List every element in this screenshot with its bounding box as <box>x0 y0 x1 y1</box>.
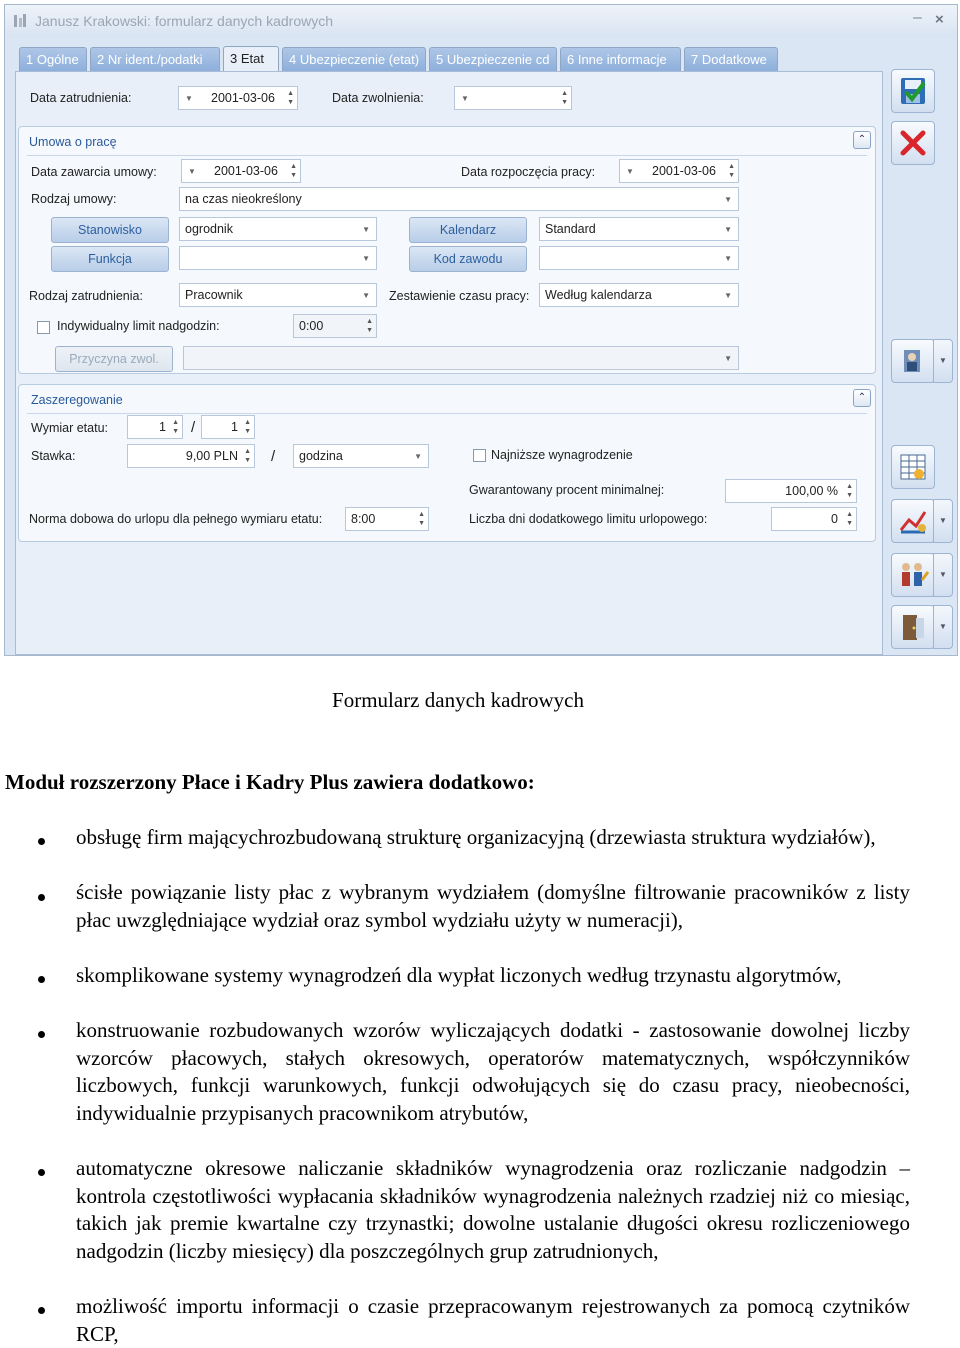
norma-dobowa-label: Norma dobowa do urlopu dla pełnego wymiaru etatu: <box>29 512 323 526</box>
data-zawarcia-label: Data zawarcia umowy: <box>31 165 157 179</box>
close-window-button[interactable]: × <box>935 11 944 28</box>
save-icon <box>892 70 934 112</box>
funkcja-button[interactable]: Funkcja <box>51 246 169 272</box>
table-grid-icon <box>892 446 934 488</box>
group-divider <box>27 155 867 156</box>
list-item: skomplikowane systemy wynagrodzeń dla wypłat liczonych według trzynastu algorytmów, <box>76 963 842 987</box>
limit-nadgodzin-field[interactable]: 0:00 ▲ ▼ <box>293 314 377 338</box>
indywidualny-limit-label: Indywidualny limit nadgodzin: <box>57 319 220 333</box>
najnizsze-wynagrodzenie-label: Najniższe wynagrodzenie <box>491 448 633 462</box>
najnizsze-wynagrodzenie-checkbox[interactable] <box>473 449 486 462</box>
door-exit-dropdown[interactable]: ▼ <box>933 605 953 649</box>
bullet-marker <box>38 1169 45 1176</box>
stawka-separator: / <box>271 448 276 465</box>
stawka-jednostka-select[interactable]: godzina ▼ <box>293 444 429 468</box>
rodzaj-zatrudnienia-label: Rodzaj zatrudnienia: <box>29 289 143 303</box>
zaszeregowanie-group <box>18 384 876 542</box>
tab-ogolne[interactable]: 1 Ogólne <box>19 47 87 71</box>
tab-etat[interactable]: 3 Etat <box>223 46 279 72</box>
minimize-button[interactable]: – <box>913 9 922 26</box>
table-button[interactable] <box>891 445 935 489</box>
bullet-marker <box>38 838 45 845</box>
stawka-label: Stawka: <box>31 449 76 463</box>
tab-inne-informacje[interactable]: 6 Inne informacje <box>560 47 681 71</box>
gwarantowany-procent-field[interactable]: 100,00 % ▲ ▼ <box>725 479 857 503</box>
bullet-marker <box>38 1307 45 1314</box>
norma-dobowa-field[interactable]: 8:00 ▲ ▼ <box>345 507 429 531</box>
indywidualny-limit-checkbox[interactable] <box>37 321 50 334</box>
people-icon <box>892 554 934 596</box>
rodzaj-umowy-select[interactable]: na czas nieokreślony ▼ <box>179 187 739 211</box>
bullet-marker <box>38 894 45 901</box>
zaszeregowanie-title: Zaszeregowanie <box>31 393 123 407</box>
gwarantowany-procent-label: Gwarantowany procent minimalnej: <box>469 483 665 497</box>
list-item: obsługę firm mającychrozbudowaną strukturę organizacyjną (drzewiasta struktura wydziałów), <box>76 825 876 849</box>
window-title: Janusz Krakowski: formularz danych kadrowych <box>35 13 334 29</box>
data-zawarcia-field[interactable]: ▼ 2001-03-06 ▲ ▼ <box>181 159 301 183</box>
door-icon <box>892 606 934 648</box>
data-rozpoczecia-label: Data rozpoczęcia pracy: <box>461 165 596 179</box>
tab-ubezpieczenie-etat[interactable]: 4 Ubezpieczenie (etat) <box>282 47 426 71</box>
chart-icon <box>892 500 934 542</box>
form-window <box>4 4 958 656</box>
bullet-marker <box>38 976 45 983</box>
przyczyna-zwolnienia-select[interactable]: ▼ <box>183 346 739 370</box>
data-zatrudnienia-field[interactable]: ▼ 2001-03-06 ▲ ▼ <box>178 86 298 110</box>
funkcja-select[interactable]: ▼ <box>179 246 377 270</box>
save-button[interactable] <box>891 69 935 113</box>
chart-button[interactable] <box>891 499 935 543</box>
data-zwolnienia-label: Data zwolnienia: <box>332 91 424 105</box>
cancel-x-icon <box>892 122 934 164</box>
stawka-field[interactable]: 9,00 PLN ▲ ▼ <box>127 444 255 468</box>
figure-caption: Formularz danych kadrowych <box>332 688 584 712</box>
kod-zawodu-select[interactable]: ▼ <box>539 246 739 270</box>
wymiar-separator: / <box>191 419 196 436</box>
tab-dodatkowe[interactable]: 7 Dodatkowe <box>684 47 778 71</box>
kalendarz-select[interactable]: Standard ▼ <box>539 217 739 241</box>
wymiar-licznik-field[interactable]: 1 ▲ ▼ <box>127 415 183 439</box>
tab-ubezpieczenie-cd[interactable]: 5 Ubezpieczenie cd <box>429 47 557 71</box>
collapse-umowa-button[interactable]: ⌃ <box>853 131 871 149</box>
employee-card-button[interactable] <box>891 339 935 383</box>
list-item: ścisłe powiązanie listy płac z wybranym wydziałem (domyślne filtrowanie pracowników z listy płac uwzględniające wydział oraz symbol wydziału użyty w numeracji), <box>76 880 910 932</box>
data-zatrudnienia-label: Data zatrudnienia: <box>30 91 132 105</box>
list-item: automatyczne okresowe naliczanie składników wynagrodzenia oraz rozliczanie nadgodzin – kontrola częstotliwości wypłacania składników wynagrodzenia należnych rzadziej niż co miesiąc, takich jak premie kwartalne czy trzynastki; dowolne ustalanie długości okresu rozliczeniowego nadgodzin (liczby miesięcy) dla poszczególnych grup zatrudnionych, <box>76 1156 910 1263</box>
collapse-zaszeregowanie-button[interactable]: ⌃ <box>853 389 871 407</box>
group-divider <box>27 413 867 414</box>
wymiar-mianownik-field[interactable]: 1 ▲ ▼ <box>201 415 255 439</box>
people-dropdown[interactable]: ▼ <box>933 553 953 597</box>
kod-zawodu-button[interactable]: Kod zawodu <box>409 246 527 272</box>
list-item: możliwość importu informacji o czasie przepracowanym rejestrowanych za pomocą czytników RCP, <box>76 1294 910 1346</box>
przyczyna-zwolnienia-button[interactable]: Przyczyna zwol. <box>55 346 173 372</box>
zestawienie-czasu-label: Zestawienie czasu pracy: <box>389 289 530 303</box>
umowa-o-prace-group <box>18 126 876 374</box>
etat-tab-panel <box>15 71 883 655</box>
cancel-button[interactable] <box>891 121 935 165</box>
stanowisko-button[interactable]: Stanowisko <box>51 217 169 243</box>
door-exit-button[interactable] <box>891 605 935 649</box>
tab-nr-ident[interactable]: 2 Nr ident./podatki <box>90 47 220 71</box>
zestawienie-czasu-select[interactable]: Według kalendarza ▼ <box>539 283 739 307</box>
rodzaj-umowy-label: Rodzaj umowy: <box>31 192 117 206</box>
stanowisko-select[interactable]: ogrodnik ▼ <box>179 217 377 241</box>
data-rozpoczecia-field[interactable]: ▼ 2001-03-06 ▲ ▼ <box>619 159 739 183</box>
app-icon <box>13 13 27 29</box>
liczba-dni-label: Liczba dni dodatkowego limitu urlopowego: <box>469 512 708 526</box>
rodzaj-zatrudnienia-select[interactable]: Pracownik ▼ <box>179 283 377 307</box>
employee-card-dropdown[interactable]: ▼ <box>933 339 953 383</box>
people-button[interactable] <box>891 553 935 597</box>
wymiar-etatu-label: Wymiar etatu: <box>31 421 108 435</box>
person-card-icon <box>892 340 934 382</box>
bullet-marker <box>38 1031 45 1038</box>
section-heading: Moduł rozszerzony Płace i Kadry Plus zawiera dodatkowo: <box>5 770 535 794</box>
list-item: konstruowanie rozbudowanych wzorów wyliczających dodatki - zastosowanie dowolnej liczby wzorców płacowych, stałych okresowych, operatorów matematycznych, współczynników liczbowych, funkcji warunkowych, funkcji odwołujących się do czasu pracy, nieobecności, indywidualnie przypisanych pracownikom atrybutów, <box>76 1018 910 1125</box>
data-zwolnienia-field[interactable]: ▼ ▲ ▼ <box>454 86 572 110</box>
title-bar <box>5 5 957 37</box>
chart-dropdown[interactable]: ▼ <box>933 499 953 543</box>
kalendarz-button[interactable]: Kalendarz <box>409 217 527 243</box>
liczba-dni-field[interactable]: 0 ▲ ▼ <box>771 507 857 531</box>
umowa-o-prace-title: Umowa o pracę <box>29 135 117 149</box>
